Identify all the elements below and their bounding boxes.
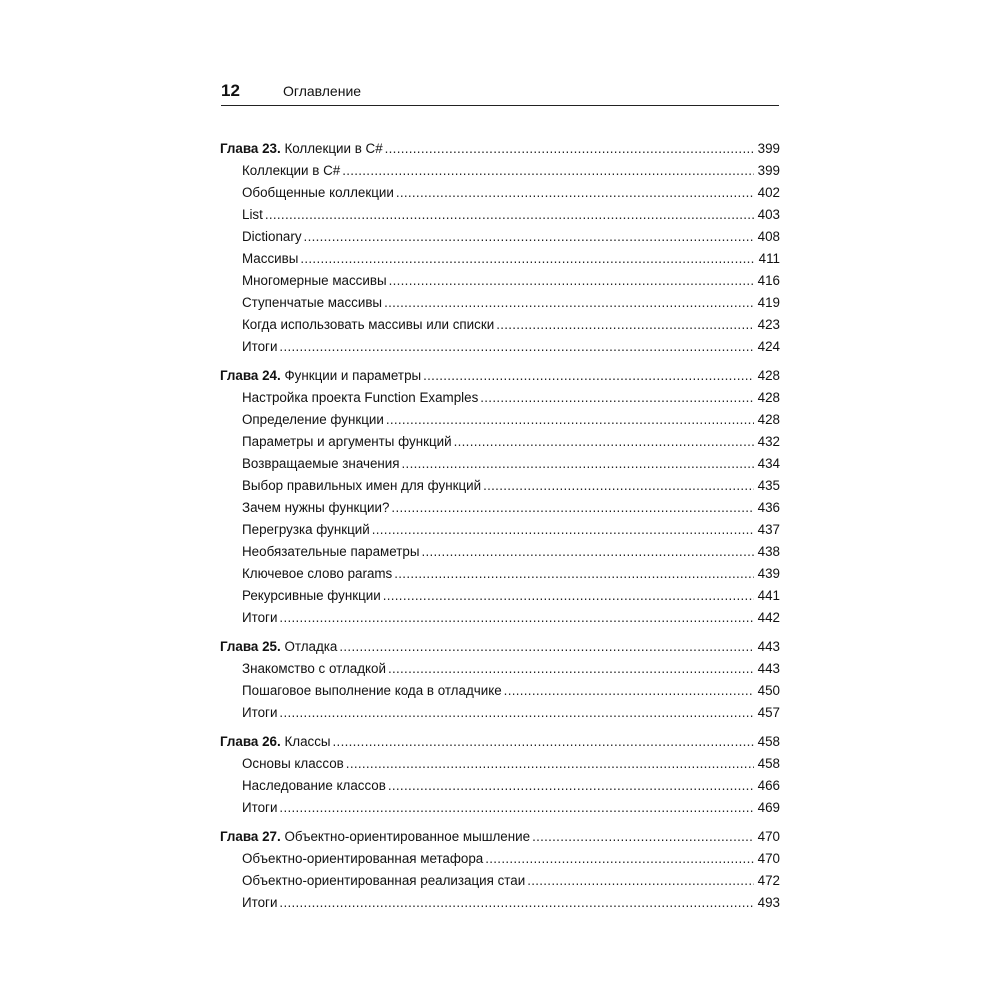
section-title: Зачем нужны функции? <box>242 500 390 515</box>
section-title: Настройка проекта Function Examples <box>242 390 479 405</box>
section-title: Параметры и аргументы функций <box>242 434 452 449</box>
toc-section-row[interactable] <box>220 409 780 431</box>
chapter-heading <box>220 731 331 753</box>
page-ref: 423 <box>757 317 780 332</box>
toc-section-row[interactable] <box>220 248 780 270</box>
section-title: Перегрузка функций <box>242 522 370 537</box>
dot-leader <box>279 892 754 914</box>
dot-leader <box>342 160 754 182</box>
toc-section-row[interactable] <box>220 226 780 248</box>
page-ref: 458 <box>757 756 780 771</box>
page-ref: 470 <box>757 851 780 866</box>
section-title: Ступенчатые массивы <box>242 295 383 310</box>
dot-leader <box>372 519 754 541</box>
chapter-title: Отладка <box>284 639 338 654</box>
section-title: Итоги <box>242 800 278 815</box>
page-ref: 399 <box>757 141 780 156</box>
page-number: 12 <box>221 81 240 100</box>
page-ref: 437 <box>757 522 780 537</box>
page-ref: 470 <box>757 829 780 844</box>
dot-leader <box>504 680 754 702</box>
toc-section-row[interactable] <box>220 519 780 541</box>
section-title: Объектно-ориентированная реализация стаи <box>242 873 526 888</box>
toc-section-row[interactable] <box>220 182 780 204</box>
toc-section-row[interactable] <box>220 204 780 226</box>
section-title: Dictionary <box>242 229 302 244</box>
chapter-group <box>220 138 780 358</box>
toc-section-row[interactable] <box>220 585 780 607</box>
page-ref: 442 <box>757 610 780 625</box>
dot-leader <box>454 431 754 453</box>
chapter-group <box>220 365 780 629</box>
toc-section-row[interactable] <box>220 797 780 819</box>
page-header <box>221 81 779 106</box>
page-ref: 428 <box>757 412 780 427</box>
dot-leader <box>532 826 754 848</box>
page-ref: 402 <box>757 185 780 200</box>
toc-section-row[interactable] <box>220 753 780 775</box>
section-title: Знакомство с отладкой <box>242 661 386 676</box>
chapter-label: Глава 25. <box>220 639 281 654</box>
dot-leader <box>402 453 754 475</box>
dot-leader <box>304 226 754 248</box>
section-title: Итоги <box>242 610 278 625</box>
dot-leader <box>483 475 754 497</box>
toc-section-row[interactable] <box>220 336 780 358</box>
section-title: Основы классов <box>242 756 344 771</box>
chapter-heading <box>220 365 421 387</box>
page-ref: 466 <box>757 778 780 793</box>
section-title: Итоги <box>242 895 278 910</box>
dot-leader <box>383 585 754 607</box>
section-title: Итоги <box>242 705 278 720</box>
chapter-title: Объектно-ориентированное мышление <box>284 829 531 844</box>
dot-leader <box>421 541 754 563</box>
page-ref: 399 <box>757 163 780 178</box>
dot-leader <box>279 797 754 819</box>
dot-leader <box>279 607 754 629</box>
chapter-group <box>220 636 780 724</box>
chapter-heading <box>220 826 530 848</box>
toc-section-row[interactable] <box>220 541 780 563</box>
toc-chapter-row[interactable] <box>220 636 780 658</box>
page-ref: 419 <box>757 295 780 310</box>
chapter-title: Функции и параметры <box>284 368 422 383</box>
page-ref: 411 <box>758 251 780 266</box>
dot-leader <box>396 182 754 204</box>
toc-section-row[interactable] <box>220 475 780 497</box>
toc-section-row[interactable] <box>220 270 780 292</box>
section-title: Многомерные массивы <box>242 273 387 288</box>
page-ref: 469 <box>757 800 780 815</box>
toc-chapter-row[interactable] <box>220 826 780 848</box>
section-title: Коллекции в C# <box>242 163 341 178</box>
page-ref: 450 <box>757 683 780 698</box>
section-title: Возвращаемые значения <box>242 456 400 471</box>
dot-leader <box>265 204 754 226</box>
chapter-label: Глава 26. <box>220 734 281 749</box>
section-title: List <box>242 207 263 222</box>
toc-section-row[interactable] <box>220 775 780 797</box>
dot-leader <box>423 365 754 387</box>
dot-leader <box>480 387 754 409</box>
toc-chapter-row[interactable] <box>220 138 780 160</box>
section-title: Ключевое слово params <box>242 566 393 581</box>
dot-leader <box>386 409 754 431</box>
chapter-title: Классы <box>284 734 331 749</box>
dot-leader <box>346 753 754 775</box>
toc-section-row[interactable] <box>220 387 780 409</box>
toc-section-row[interactable] <box>220 658 780 680</box>
toc-section-row[interactable] <box>220 431 780 453</box>
chapter-label: Глава 24. <box>220 368 281 383</box>
toc-section-row[interactable] <box>220 563 780 585</box>
dot-leader <box>279 336 754 358</box>
dot-leader <box>279 702 754 724</box>
page-ref: 428 <box>757 390 780 405</box>
section-title: Объектно-ориентированная метафора <box>242 851 484 866</box>
page-ref: 434 <box>757 456 780 471</box>
section-title: Выбор правильных имен для функций <box>242 478 482 493</box>
dot-leader <box>527 870 754 892</box>
dot-leader <box>388 775 754 797</box>
page-ref: 438 <box>757 544 780 559</box>
dot-leader <box>385 138 754 160</box>
page-ref: 493 <box>757 895 780 910</box>
dot-leader <box>384 292 754 314</box>
page-ref: 432 <box>757 434 780 449</box>
toc-section-row[interactable] <box>220 870 780 892</box>
toc-chapter-row[interactable] <box>220 365 780 387</box>
running-title: Оглавление <box>283 83 362 99</box>
dot-leader <box>388 658 754 680</box>
toc-chapter-row[interactable] <box>220 731 780 753</box>
page-ref: 436 <box>757 500 780 515</box>
chapter-group <box>220 731 780 819</box>
toc-section-row[interactable] <box>220 453 780 475</box>
chapter-title: Коллекции в C# <box>284 141 383 156</box>
table-of-contents <box>220 138 780 921</box>
section-title: Когда использовать массивы или списки <box>242 317 495 332</box>
section-title: Наследование классов <box>242 778 386 793</box>
section-title: Обобщенные коллекции <box>242 185 394 200</box>
page-ref: 443 <box>757 639 780 654</box>
dot-leader <box>391 497 754 519</box>
dot-leader <box>496 314 754 336</box>
page-ref: 424 <box>757 339 780 354</box>
page-ref: 441 <box>757 588 780 603</box>
dot-leader <box>333 731 754 753</box>
toc-section-row[interactable] <box>220 848 780 870</box>
dot-leader <box>389 270 754 292</box>
section-title: Определение функции <box>242 412 384 427</box>
toc-section-row[interactable] <box>220 892 780 914</box>
toc-section-row[interactable] <box>220 680 780 702</box>
toc-section-row[interactable] <box>220 160 780 182</box>
page-ref: 428 <box>757 368 780 383</box>
chapter-heading <box>220 138 383 160</box>
page-ref: 443 <box>757 661 780 676</box>
toc-section-row[interactable] <box>220 702 780 724</box>
section-title: Итоги <box>242 339 278 354</box>
chapter-heading <box>220 636 337 658</box>
dot-leader <box>485 848 754 870</box>
section-title: Пошаговое выполнение кода в отладчике <box>242 683 502 698</box>
section-title: Необязательные параметры <box>242 544 420 559</box>
page-ref: 458 <box>757 734 780 749</box>
chapter-label: Глава 23. <box>220 141 281 156</box>
page-ref: 457 <box>757 705 780 720</box>
section-title: Массивы <box>242 251 299 266</box>
chapter-label: Глава 27. <box>220 829 281 844</box>
page-ref: 408 <box>757 229 780 244</box>
page-ref: 416 <box>757 273 780 288</box>
dot-leader <box>300 248 754 270</box>
toc-section-row[interactable] <box>220 607 780 629</box>
toc-section-row[interactable] <box>220 497 780 519</box>
dot-leader <box>394 563 754 585</box>
toc-section-row[interactable] <box>220 314 780 336</box>
chapter-group <box>220 826 780 914</box>
section-title: Рекурсивные функции <box>242 588 381 603</box>
toc-section-row[interactable] <box>220 292 780 314</box>
page-ref: 435 <box>757 478 780 493</box>
page-ref: 439 <box>757 566 780 581</box>
page-ref: 472 <box>757 873 780 888</box>
page-ref: 403 <box>757 207 780 222</box>
dot-leader <box>339 636 754 658</box>
